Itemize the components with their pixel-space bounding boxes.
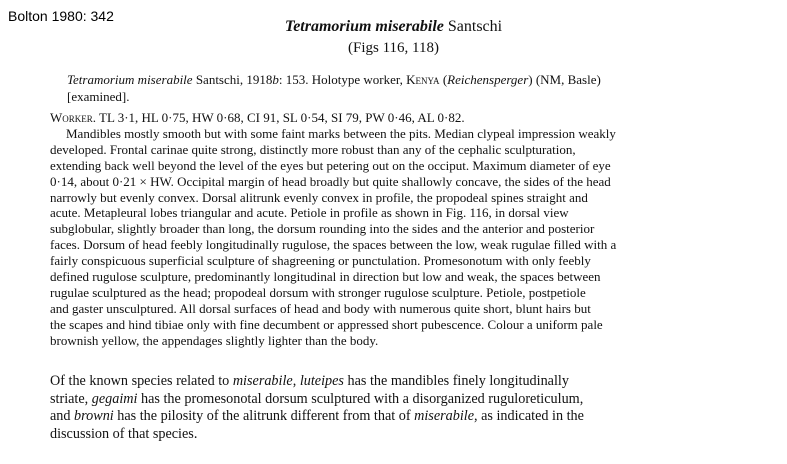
reference-line-2: [examined]. xyxy=(67,89,130,104)
species-name-italic: browni xyxy=(74,408,114,424)
reference-line-1 xyxy=(67,71,767,88)
discussion-text: and xyxy=(50,408,75,424)
description-line: acute. Metapleural lobes triangular and acute. Petiole in profile as shown in Fig. 116, in dorsal view xyxy=(50,205,569,221)
reference-paren-open: ( xyxy=(439,72,448,87)
description-line: fairly conspicuous superficial sculpture of shagreening or punctulation. Promesonotum with only feebly xyxy=(50,253,591,269)
citation-label: Bolton 1980: 342 xyxy=(8,8,114,24)
description-line: developed. Frontal carinae quite strong, distinctly more robust than any of the cephalic sculpturation, xyxy=(50,141,576,157)
discussion-line xyxy=(50,408,780,426)
species-name-italic: miserabile xyxy=(414,408,475,424)
worker-measurements-line xyxy=(50,110,768,126)
taxonomic-reference xyxy=(67,71,767,105)
description-line: faces. Dorsum of head feebly longitudinally rugulose, the spaces between the low, weak rugulae filled with a xyxy=(50,237,617,253)
description-line: the scapes and hind tibiae only with fine decumbent or appressed short pubescence. Colour a uniform pale xyxy=(50,316,603,332)
worker-description xyxy=(50,110,768,349)
worker-measurements: TL 3·1, HL 0·75, HW 0·68, CI 91, SL 0·54, SI 79, PW 0·46, AL 0·82. xyxy=(99,110,465,125)
discussion-text: has the mandibles finely longitudinally xyxy=(343,373,569,389)
reference-year-letter: b xyxy=(272,72,279,87)
discussion-line: discussion of that species. xyxy=(50,425,198,442)
reference-page-holotype: : 153. Holotype worker, xyxy=(278,72,403,87)
description-line: extending back well beyond the level of the eyes but petering out on the occiput. Maximum diameter of eye xyxy=(50,157,611,173)
reference-collector: Reichensperger xyxy=(447,72,529,87)
worker-label: Worker. xyxy=(50,110,97,125)
reference-country: Kenya xyxy=(406,72,440,87)
description-line: defined rugulose sculpture, predominantly longitudinal in direction but low and weak, the spaces between xyxy=(50,269,601,285)
discussion-text: , as indicated in the xyxy=(474,408,584,424)
discussion-text: , xyxy=(292,373,300,389)
figure-reference: (Figs 116, 118) xyxy=(348,40,439,56)
species-name-italic: gegaimi xyxy=(91,390,138,407)
description-line: 0·14, about 0·21 × HW. Occipital margin of head broadly but quite shallowly concave, the sides of the head xyxy=(50,173,611,189)
species-discussion xyxy=(50,373,780,443)
species-author: Santschi xyxy=(447,18,503,35)
reference-species-name: Tetramorium miserabile xyxy=(67,72,193,87)
species-title xyxy=(0,18,787,36)
discussion-line xyxy=(50,391,780,409)
reference-repository: ) (NM, Basle) xyxy=(528,72,601,87)
description-line: and gaster unsculptured. All dorsal surfaces of head and body with numerous quite short, blunt hairs but xyxy=(50,300,591,316)
species-name-italic: miserabile xyxy=(232,373,293,389)
discussion-text: Of the known species related to xyxy=(50,373,233,389)
description-line: subglobular, slightly broader than long, the dorsum rounding into the sides and the anterior and posterior xyxy=(50,221,595,237)
description-line: brownish yellow, the appendages slightly lighter than the body. xyxy=(50,332,379,348)
discussion-text: has the promesonotal dorsum sculptured with a disorganized ruguloreticulum, xyxy=(137,390,584,407)
description-line: Mandibles mostly smooth but with some faint marks between the pits. Median clypeal impression weakly xyxy=(66,125,616,141)
reference-author-year: Santschi, 1918 xyxy=(195,72,273,87)
species-name-italic: luteipes xyxy=(299,373,344,389)
description-line: narrowly but evenly convex. Dorsal alitrunk evenly convex in profile, the propodeal spines straight and xyxy=(50,189,588,205)
discussion-line xyxy=(50,373,780,391)
description-line: rugulae sculptured as the head; propodeal dorsum with stronger rugulose sculpture. Petiole, postpetiole xyxy=(50,284,586,300)
discussion-text: has the pilosity of the alitrunk different from that of xyxy=(113,408,415,424)
species-name: Tetramorium miserabile xyxy=(284,18,444,35)
discussion-text: striate, xyxy=(50,390,92,407)
